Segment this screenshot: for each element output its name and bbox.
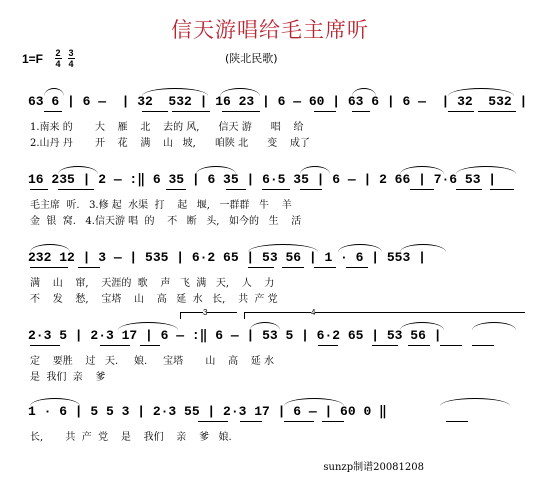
notation-line: 63 6 | 6 — | 32 532 | 16 23 | 6 — 60 | 63 6 | 6 — | 32 532 | — [28, 94, 528, 109]
song-title: 信天游唱给毛主席听 — [171, 18, 369, 42]
time-sig-denominator: 4 — [68, 59, 74, 69]
time-sig-denominator: 4 — [55, 59, 61, 69]
notation-line: 1 · 6 | 5 5 3 | 2·3 55 | 2·3 17 | 6 — | 60 0 ‖ — [28, 404, 387, 419]
lyric-line: 长, 共 产 党 是 我们 亲 爹 娘. — [30, 432, 232, 443]
lyric-line: 2.山丹 丹 开 花 满 山 坡, 咱陕 北 变 成了 — [30, 138, 310, 149]
key-signature: 1=F — [22, 52, 44, 66]
lyric-line: 满 山 窜, 天涯的 歌 声 飞 满 天, 人 力 — [30, 278, 275, 289]
lyric-line: 金 银 窝. 4.信天游 唱 的 不 断 头, 如今的 生 活 — [30, 216, 302, 227]
lyric-line: 毛主席 听. 3.修 起 水渠 打 起 堰, 一群群 牛 羊 — [30, 200, 292, 211]
lyric-line: 是 我们 亲 爹 — [30, 372, 106, 383]
song-origin: (陕北民歌) — [225, 52, 278, 65]
time-signature-2-4 — [54, 48, 62, 69]
volta-bracket-4 — [244, 308, 525, 319]
notation-line: 2·3 5 | 2·3 17 | 6 — :‖ 6 — | 53 5 | 6·2 65 | 53 56 | — [28, 328, 442, 343]
lyric-line: 定 要胜 过 天. 娘. 宝塔 山 高 延 水 — [30, 356, 274, 367]
time-sig-numerator: 2 — [55, 48, 61, 58]
time-sig-numerator: 3 — [68, 48, 74, 58]
lyric-line: 不 发 愁, 宝塔 山 高 延 水 长, 共 产 党 — [30, 294, 278, 305]
time-signature-3-4 — [67, 48, 75, 69]
volta-bracket-3 — [180, 308, 237, 319]
volta-label: 4 — [311, 308, 316, 317]
notation-line: 232 12 | 3 — | 535 | 6·2 65 | 53 56 | 1 · 6 | 553 | — [28, 250, 426, 265]
transcriber-credit: sunzp制谱20081208 — [323, 462, 424, 473]
lyric-line: 1.南来 的 大 雁 北 去的 风, 信天 游 唱 给 — [30, 122, 304, 133]
volta-label: 3 — [203, 308, 208, 317]
notation-line: 16 235 | 2 — :‖ 6 35 | 6 35 | 6·5 35 | 6 — | 2 66 | 7·6 53 | — [28, 172, 497, 187]
